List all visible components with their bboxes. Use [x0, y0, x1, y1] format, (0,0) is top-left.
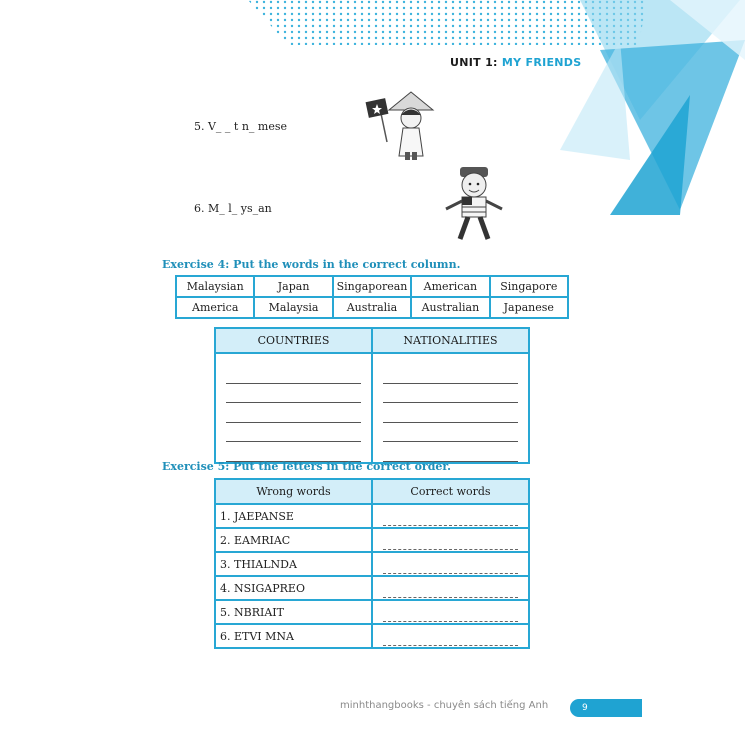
exercise-5-heading: Exercise 5: Put the letters in the correct order.: [162, 460, 452, 473]
word-cell: Japan: [254, 276, 332, 297]
answer-line[interactable]: [226, 364, 361, 384]
word-cell: Australia: [333, 297, 411, 318]
unit-name: MY FRIENDS: [501, 56, 582, 69]
table-row: [215, 576, 529, 600]
question-6: 6. M_ l_ ys_an: [194, 202, 272, 215]
word-cell: Malaysian: [176, 276, 254, 297]
answer-line[interactable]: [383, 442, 518, 462]
answer-line[interactable]: [226, 442, 361, 462]
word-cell: American: [411, 276, 489, 297]
correct-word-answer[interactable]: [372, 528, 529, 552]
word-cell: Australian: [411, 297, 489, 318]
answer-line[interactable]: [383, 364, 518, 384]
question-5: 5. V_ _ t n_ mese: [194, 120, 288, 133]
answer-line[interactable]: [226, 423, 361, 443]
word-cell: Malaysia: [254, 297, 332, 318]
nationalities-header: NATIONALITIES: [372, 328, 529, 353]
correct-word-answer[interactable]: [372, 504, 529, 528]
word-cell: America: [176, 297, 254, 318]
word-bank-table: [175, 275, 569, 319]
boy-illustration: [440, 165, 510, 245]
answer-line[interactable]: [383, 403, 518, 423]
wrong-word: 5. NBRIAIT: [215, 600, 372, 624]
table-row: [215, 624, 529, 648]
correct-word-answer[interactable]: [372, 600, 529, 624]
countries-answer-area[interactable]: [215, 353, 372, 463]
answer-line[interactable]: [226, 403, 361, 423]
wrong-word: 4. NSIGAPREO: [215, 576, 372, 600]
correct-word-answer[interactable]: [372, 576, 529, 600]
table-row: [215, 552, 529, 576]
wrong-word: 3. THIALNDA: [215, 552, 372, 576]
unit-label: UNIT 1:: [450, 56, 498, 69]
wrong-correct-table: [214, 478, 530, 649]
correct-words-header: Correct words: [372, 479, 529, 504]
exercise-4-heading: Exercise 4: Put the words in the correct column.: [162, 258, 461, 271]
wrong-word: 2. EAMRIAC: [215, 528, 372, 552]
wrong-words-header: Wrong words: [215, 479, 372, 504]
wrong-word: 6. ETVI MNA: [215, 624, 372, 648]
table-row: [215, 600, 529, 624]
triangle-decoration: [560, 0, 750, 230]
answer-line[interactable]: [383, 423, 518, 443]
countries-nationalities-table: [214, 327, 530, 464]
countries-header: COUNTRIES: [215, 328, 372, 353]
table-row: [215, 504, 529, 528]
wrong-word: 1. JAEPANSE: [215, 504, 372, 528]
publisher-footer: minhthangbooks - chuyên sách tiếng Anh: [340, 700, 549, 711]
correct-word-answer[interactable]: [372, 624, 529, 648]
word-cell: Singapore: [490, 276, 568, 297]
correct-word-answer[interactable]: [372, 552, 529, 576]
word-bank-row: [176, 297, 568, 318]
word-cell: Singaporean: [333, 276, 411, 297]
table-row: [215, 528, 529, 552]
page-number: 9: [582, 703, 588, 713]
nationalities-answer-area[interactable]: [372, 353, 529, 463]
page-number-badge: [570, 699, 642, 717]
answer-line[interactable]: [226, 384, 361, 404]
word-cell: Japanese: [490, 297, 568, 318]
unit-title: [450, 56, 581, 69]
answer-line[interactable]: [383, 384, 518, 404]
girl-with-flag-illustration: [365, 90, 445, 162]
word-bank-row: [176, 276, 568, 297]
